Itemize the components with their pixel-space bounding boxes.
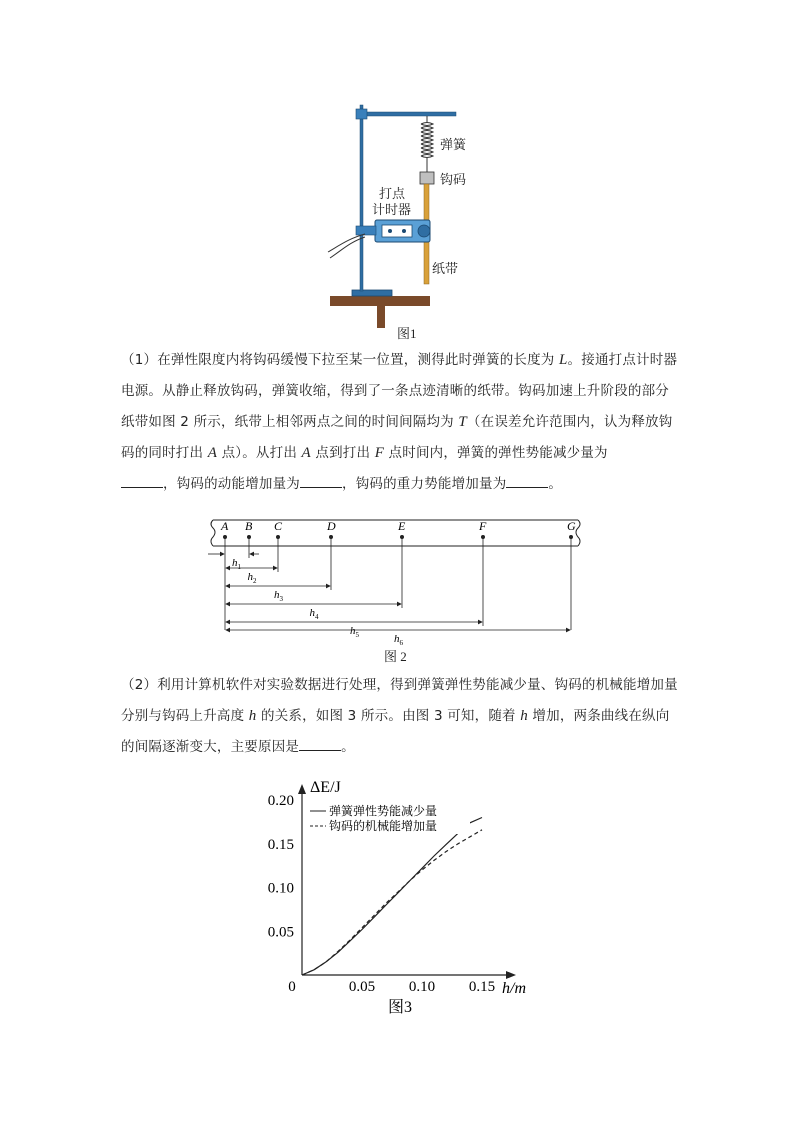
h3-label: $h_3$ [274,589,283,603]
h6-label: $h_6$ [394,633,403,647]
tape-point-label-G: G [567,519,576,533]
series-line-2 [302,830,482,975]
figure-2-tape [200,510,590,647]
y-tick-label: 0.10 [267,880,294,897]
tape-point-label-E: E [398,519,406,533]
y-tick-label: 0.20 [267,793,294,809]
h2-label: $h_2$ [247,571,257,585]
label-weight: 钩码 [440,173,467,188]
answer-blank-4[interactable] [299,749,341,751]
series-line-1 [302,818,482,976]
tape-point-label-A: A [221,519,229,533]
timer-inner [382,225,412,237]
h4-label: $h_4$ [309,607,319,621]
x-tick-label: 0.15 [468,979,496,995]
tape-point-label-F: F [479,519,487,533]
label-tape: 纸带 [432,262,459,277]
h1-label: $h_1$ [232,557,241,571]
answer-blank-3[interactable] [506,486,548,488]
figure-3-chart [255,780,545,1020]
y-tick-label: 0.15 [267,836,294,853]
label-spring: 弹簧 [440,138,467,153]
answer-blank-1[interactable] [121,486,163,488]
label-timer-line2: 计时器 [372,203,412,218]
timer-clamp [356,226,376,235]
q1-number: （1） [121,352,158,368]
y-axis-arrow [298,784,306,794]
legend-label-1: 弹簧弹性势能减少量 [329,804,438,818]
x-tick-label: 0.05 [348,979,376,995]
question-1: （1）在弹性限度内将钩码缓慢下拉至某一位置，测得此时弹簧的长度为 L。接通打点计时器电源。从静止释放钩码，弹簧收缩，得到了一条点迹清晰的纸带。钩码加速上升阶段的部分纸带如图 2 所示，纸带上相邻两点之间的时间间隔均为 T（在误差允许范围内，认为释放钩码的同时打出 A 点）。从打出 A 点到打出 F 点时间内，弹簧的弹性势能减少量为 ，钩码的动能增加量为 ，钩码的重力势能增加量为 。 [121,352,678,492]
timer-disk [418,225,430,237]
tape-point-label-C: C [274,519,283,533]
y-axis-label: ΔE/J [310,779,341,796]
spring [421,116,433,172]
x-axis-arrow [506,971,516,979]
legend-label-2: 钩码的机械能增加量 [329,819,438,833]
tape-point-label-B: B [245,519,253,533]
figure-2-caption: 图 2 [384,649,407,664]
h5-label: $h_5$ [350,625,359,639]
answer-blank-2[interactable] [300,486,342,488]
tape-right-tear [576,520,580,546]
stand-base [352,290,392,296]
legend [306,802,470,834]
x-axis-label: h/m [502,980,526,997]
weight-block [420,172,434,184]
y-tick-label: 0.05 [267,924,294,941]
power-wire [328,234,365,258]
top-bar [360,112,456,116]
x-tick-label: 0.10 [408,979,436,995]
q2-number: （2） [121,677,158,693]
tape-left-tear [211,520,215,546]
question-2: （2）利用计算机软件对实验数据进行处理，得到弹簧弹性势能减少量、钩码的机械能增加量分别与钩码上升高度 h 的关系，如图 3 所示。由图 3 可知，随着 h 增加，两条曲线在纵向的间隔逐渐变大，主要原因是 。 [121,677,678,755]
stand-rod [360,105,363,291]
figure-1-caption: 图1 [397,326,417,341]
clamp-top [356,109,367,119]
figure-3-caption: 图3 [388,999,413,1016]
x-tick-label: 0 [288,979,296,995]
label-timer-line1: 打点 [379,187,406,202]
table-top [330,296,430,306]
table-leg [377,306,385,328]
tape-point-label-D: D [327,519,336,533]
